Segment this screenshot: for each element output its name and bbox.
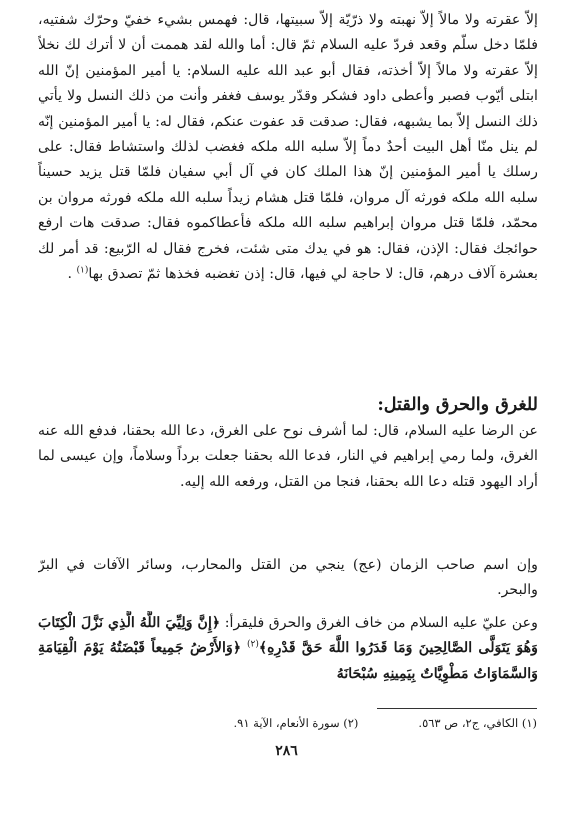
paragraph-end: . bbox=[67, 266, 72, 283]
footnote-divider bbox=[377, 708, 537, 709]
footnote-2: (٢) سورة الأنعام، الآية ٩١. bbox=[233, 716, 359, 730]
quran-verse: ﴿إِنَّ وَلِيِّيَ اللَّهُ الَّذِي نَزَّلَ الْكِتَابَ وَهُوَ يَتَوَلَّى الصَّالِحِينَ وَمَا قَدَرُوا اللَّهَ حَقَّ قَدْرِهِ﴾ bbox=[38, 615, 538, 657]
footnote-ref: (١) bbox=[76, 265, 89, 276]
quran-verse: ﴿وَالأَرْضُ جَمِيعاً قَبْضَتُهُ يَوْمَ الْقِيَامَةِ وَالسَّمَاوَاتُ مَطْوِيَّاتٌ بِيَمِينِهِ سُبْحَانَهُ bbox=[38, 640, 538, 682]
paragraph-intro: وعن عليّ عليه السلام من خاف الغرق والحرق فليقرأ: bbox=[224, 615, 538, 631]
page-body bbox=[38, 8, 538, 687]
paragraph bbox=[38, 8, 538, 389]
paragraph-text: إلاّ عقرته ولا مالاً إلاّ نهبته ولا ذرّيّة إلاّ سبيتها، قال: فهمس بشيء خفيّ وحرّك شفتيه، فلمّا دخل سلّم وقعد فردّ عليه السلام ثمّ قال: أما والله لقد هممت أن لا أترك لك نخلاً إلاّ عقرته ولا مالاً إلاّ أخذته، فقال أبو عبد الله عليه السلام: يا أمير المؤمنين إنّ الله ابتلى أيّوب فصبر وأعطى داود فشكر وقدّر يوسف فغفر وأنت من ذلك النسل ولا يأتي ذلك النسل إلاّ بما يشبهه، فقال: صدقت قد عفوت عنكم، فقال له: يا أمير المؤمنين إنّه لم ينل منّا أهل البيت أحدٌ دماً إلاّ سلبه الله ملكه فغضب لذلك واستشاط فقال: على رسلك يا أمير المؤمنين إنّ هذا الملك كان في آل أبي سفيان فلمّا قتل يزيد حسيناً سلبه الله ملكه فورثه آل مروان، فلمّا قتل هشام زيداً سلبه الله ملكه فورثه مروان بن محمّد، فلمّا قتل مروان إبراهيم سلبه الله ملكه فأعطاكموه فقال: صدقت هات ارفع حوائجك فقال: الإذن، فقال: هو في يدك متى شئت، فخرج فقال له الرّبيع: قد أمر لك بعشرة آلاف درهم، قال: لا حاجة لي فيها، قال: إذن تغضبه فخذها ثمّ تصدق بها bbox=[38, 12, 538, 283]
footnotes bbox=[40, 716, 537, 730]
paragraph bbox=[38, 611, 538, 687]
paragraph: وإن اسم صاحب الزمان (عج) ينجي من القتل والمحارب، وسائر الآفات في البرّ والبحر. bbox=[38, 557, 538, 599]
footnote-1: (١) الكافي، ج٢، ص ٥٦٣. bbox=[418, 716, 537, 730]
footnote-ref: (٢) bbox=[246, 639, 259, 650]
page-number: ٢٨٦ bbox=[275, 743, 298, 759]
section-heading: للغرق والحرق والقتل: bbox=[377, 395, 538, 415]
paragraph: عن الرضا عليه السلام، قال: لما أشرف نوح على الغرق، دعا الله بحقنا، فدفع الله عنه الغرق، ولما رمي إبراهيم في النار، فدعا الله بحقنا جعلت برداً وسلاماً، وإن عيسى لما أراد اليهود قتله دعا الله بحقنا، فنجا من القتل، ورفعه الله إليه. bbox=[38, 423, 538, 490]
